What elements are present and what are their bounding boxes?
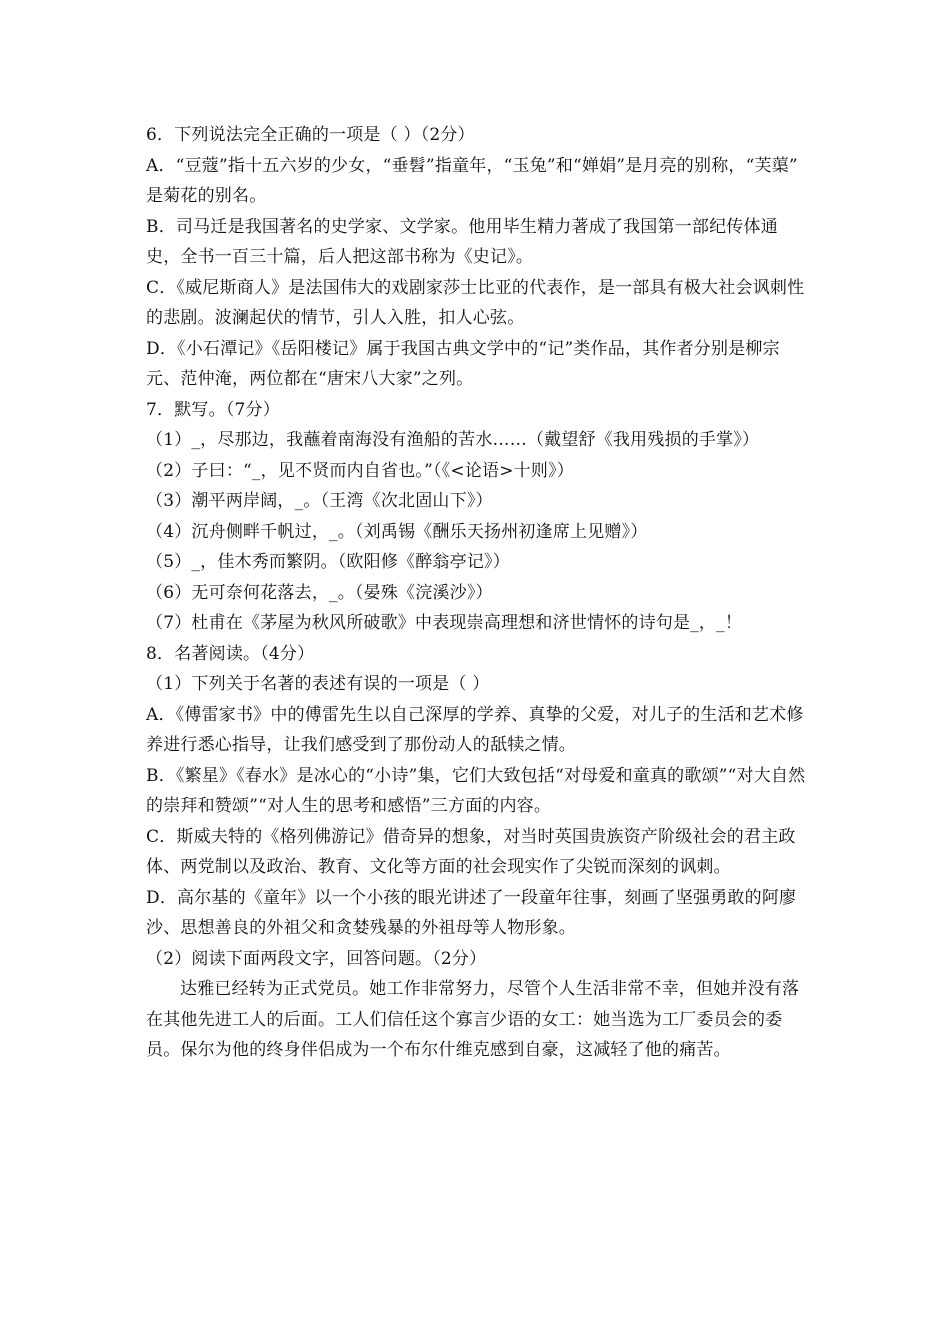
q8-sub1: （1）下列关于名著的表述有误的一项是（ ） (146, 674, 490, 694)
q8-option-c: C．斯威夫特的《格列佛游记》借奇异的想象，对当时英国贵族资产阶级社会的君主政体、两党制以及政治、教育、文化等方面的社会现实作了尖锐而深刻的讽刺。 (146, 826, 796, 877)
q7-item-5: （5）_，佳木秀而繁阴。（欧阳修《醉翁亭记》） (146, 552, 510, 572)
q7-item-2: （2）子曰：“_，见不贤而内自省也。”（《<论语>十则》） (146, 460, 574, 481)
q6-option-a-continued: 是菊花的别名。 (146, 186, 267, 206)
q6-option-a: A．“豆蔻”指十五六岁的少女，“垂髫”指童年，“玉兔”和“婵娟”是月亮的别称，“芙蕖” (146, 155, 798, 176)
q6-option-d: D．《小石潭记》《岳阳楼记》属于我国古典文学中的“记”类作品，其作者分别是柳宗元、范仲淹，两位都在“唐宋八大家”之列。 (146, 338, 780, 389)
q8-sub2: （2）阅读下面两段文字，回答问题。（2分） (146, 948, 487, 969)
q8-stem: 8．名著阅读。（4分） (146, 643, 315, 664)
document-page (146, 120, 810, 1066)
q7-item-1: （1）_，尽那边，我蘸着南海没有渔船的苦水……（戴望舒《我用残损的手掌》） (146, 430, 760, 450)
q8-option-b: B．《繁星》《春水》是冰心的“小诗”集，它们大致包括“对母爱和童真的歌颂”“对大自然的崇拜和赞颂”“对人生的思考和感悟”三方面的内容。 (146, 765, 806, 816)
q8-option-a: A．《傅雷家书》中的傅雷先生以自己深厚的学养、真挚的父爱，对儿子的生活和艺术修养进行悉心指导，让我们感受到了那份动人的舐犊之情。 (146, 704, 804, 755)
q6-option-b: B．司马迁是我国著名的史学家、文学家。他用毕生精力著成了我国第一部纪传体通史，全书一百三十篇，后人把这部书称为《史记》。 (146, 216, 778, 267)
q8-option-d: D．高尔基的《童年》以一个小孩的眼光讲述了一段童年往事，刻画了坚强勇敢的阿廖沙、思想善良的外祖父和贪婪残暴的外祖母等人物形象。 (146, 887, 797, 938)
q7-item-6: （6）无可奈何花落去，_。（晏殊《浣溪沙》） (146, 582, 493, 603)
q7-item-3: （3）潮平两岸阔，_。（王湾《次北固山下》） (146, 491, 493, 511)
q6-option-c: C．《威尼斯商人》是法国伟大的戏剧家莎士比亚的代表作，是一部具有极大社会讽刺性的悲剧。波澜起伏的情节，引人入胜，扣人心弦。 (146, 277, 805, 328)
q6-stem: 6．下列说法完全正确的一项是（ ）（2分） (146, 125, 475, 145)
q7-stem: 7．默写。（7分） (146, 399, 280, 420)
q7-item-4: （4）沉舟侧畔千帆过，_。（刘禹锡《酬乐天扬州初逢席上见赠》） (146, 521, 648, 542)
q7-item-7: （7）杜甫在《茅屋为秋风所破歌》中表现崇高理想和济世情怀的诗句是_，_！ (146, 613, 743, 633)
q8-passage: 达雅已经转为正式党员。她工作非常努力，尽管个人生活非常不幸，但她并没有落在其他先进工人的后面。工人们信任这个寡言少语的女工：她当选为工厂委员会的委员。保尔为他的终身伴侣成为一个布尔什维克感到自豪，这减轻了他的痛苦。 (146, 979, 800, 1060)
